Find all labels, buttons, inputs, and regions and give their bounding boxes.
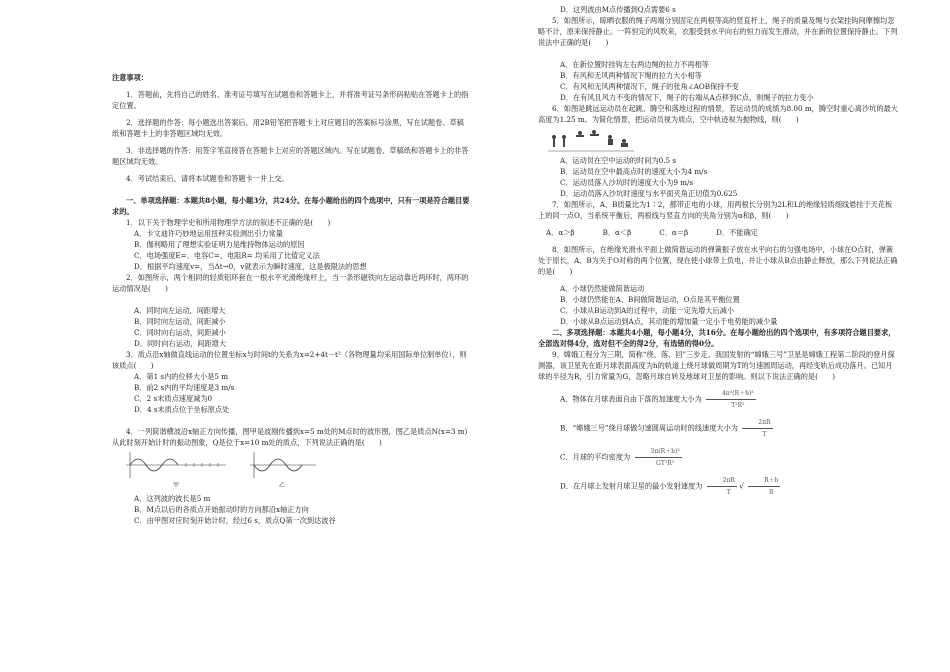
- q9-formula-d-denominator: T: [726, 489, 731, 496]
- q4-option-a: A．这列波的波长是5 m: [134, 494, 211, 503]
- q6-option-a: A．运动员在空中运动的时间为0.5 s: [560, 156, 677, 165]
- notice-title: 注意事项：: [112, 73, 148, 82]
- q7-option-d: D．不能确定: [716, 228, 758, 237]
- q4-figure-a-caption: 甲: [172, 482, 179, 489]
- section2-heading: 二、多项选择题：本题共4小题，每小题4分，共16分。在每小题给出的四个选项中，有多项符合题目要求，全部选对得4分，选对但不全的得2分，有选错的得0分。: [538, 328, 896, 348]
- q6-option-d: D．运动员落入沙坑时速度与水平面夹角正切值为0.625: [560, 189, 738, 198]
- q1-stem: 1．以下关于物理学史和所用物理学方法的叙述不正确的是( ): [126, 218, 331, 227]
- q9-formula-d-root-numerator: R＋h: [748, 475, 780, 487]
- q2-option-a: A．同时向左运动，间距增大: [134, 306, 226, 315]
- q9-formula-b: [742, 417, 772, 440]
- q4-figure-b: [246, 450, 318, 491]
- q7-options: [538, 227, 898, 238]
- q5-option-c: C．有风和无风两种情况下，绳子的张角∠AOB保持不变: [560, 82, 739, 91]
- q9-formula-d: [707, 475, 737, 498]
- q7-option-b: B．α＜β: [602, 228, 632, 237]
- q4-option-c: C．由甲图对应时刻开始计时，经过6 s，质点Q第一次到达波谷: [134, 516, 336, 525]
- q9-formula-c: [635, 446, 682, 469]
- section1-heading: 一、单项选择题：本题共8小题，每小题3分，共24分。在每小题给出的四个选项中，只有一项是符合题目要求的。: [112, 196, 470, 216]
- q4-stem: 4．一列简谐横波沿x轴正方向传播，图甲是波刚传播到x=5 m处的M点时的波形图，图乙是质点N(x=3 m)从此时刻开始计时的振动图象，Q是位于x=10 m处的质点，下列说法正确的是( ): [112, 427, 468, 447]
- long-jump-sequence-image: [548, 129, 634, 153]
- q1-option-d: D．根据平均速度v=，当Δt→0，v就表示为瞬时速度，这是极限法的思想: [134, 262, 367, 271]
- q3-option-b: B．前2 s内的平均速度是3 m/s: [134, 383, 235, 392]
- q9-formula-d-root: [748, 475, 780, 498]
- q2-option-b: B．同时向左运动，间距减小: [134, 317, 226, 326]
- q6-long-jump-figure: [538, 127, 898, 153]
- q9-formula-d-root-denominator: R: [769, 489, 774, 496]
- q8-option-a: A．小球仍然能做简谐运动: [560, 284, 645, 293]
- q9-option-b-text: B．“嫦娥三号”绕月球做匀速圆周运动时的线速度大小为: [560, 423, 738, 433]
- notice-item-4: 4．考试结束后，请将本试题卷和答题卡一并上交。: [126, 174, 289, 183]
- q4-figure-b-caption: 乙: [278, 482, 285, 489]
- q3-option-c: C．2 s末质点速度减为0: [134, 394, 213, 403]
- q9-formula-b-denominator: T: [762, 431, 767, 438]
- q9-formula-a: [706, 388, 756, 411]
- q9-option-c: [538, 446, 898, 469]
- q7-option-a: A．α＞β: [546, 228, 575, 237]
- q7-option-c: C．α＝β: [659, 228, 689, 237]
- q9-option-d-text: D．在月球上发射月球卫星的最小发射速度为: [560, 481, 703, 491]
- q5-option-d: D．在有风且风力不变的情况下，绳子的右端从A点移到C点，则绳子的拉力变小: [560, 93, 814, 102]
- q9-option-b: [538, 417, 898, 440]
- sqrt-icon: √: [739, 481, 744, 491]
- q9-stem: 9．嫦娥工程分为三期，简称“绕、落、回”三步走。我国发射的“嫦娥三号”卫星是嫦娥工程第二阶段的登月探测器，该卫星先在距月球表面高度为h的轨道上绕月球做周期为T的匀速圆周运动，再经变轨后成功落月。已知月球的半径为R，引力常量为G，忽略月球自转及地球对卫星的影响。则以下说法正确的是( ): [538, 350, 895, 381]
- q3-option-d: D．4 s末质点位于坐标原点处: [134, 405, 230, 414]
- q5-stem: 5．如图所示，晾晒衣服的绳子两端分别固定在两根等高的竖直杆上，绳子的质量及绳与衣架挂钩间摩擦均忽略不计，原来保持静止。一阵恒定的风吹来，衣服受到水平向右的恒力而发生滑动，并在新的位置保持静止。下列说法中正确的是( ): [538, 16, 898, 47]
- q9-option-d: [538, 475, 898, 498]
- q3-stem: 3．质点沿x轴做直线运动的位置坐标x与时间t的关系为x=2+4t－t²（各物理量均采用国际单位制单位），则该质点( ): [112, 350, 467, 370]
- vibration-graph-b: [246, 450, 318, 480]
- q9-formula-a-denominator: T²R²: [731, 402, 745, 409]
- q4-option-d: D．这列波由M点传播到Q点需要6 s: [560, 5, 676, 14]
- q9-formula-c-numerator: 3π(R＋h)³: [635, 446, 682, 458]
- q4-option-b: B．M点以后的各质点开始振动时的方向都沿x轴正方向: [134, 505, 309, 514]
- q5-option-a: A．在新位置时挂钩左右两边绳的拉力不再相等: [560, 60, 709, 69]
- q8-option-b: B．小球仍然能在A、B间做简谐运动，O点是其平衡位置: [560, 295, 740, 304]
- q8-stem: 8．如图所示，在绝缘光滑水平面上做简谐运动的弹簧振子放在水平向右的匀强电场中，小球在O点时，弹簧处于原长，A、B为关于O对称的两个位置，现在使小球带上负电，并让小球从B点由静止释放，那么下列说法正确的是( ): [538, 245, 898, 276]
- wave-graph-a: [122, 450, 230, 480]
- q7-stem: 7．如图所示，A、B质量比为1∶2，都带正电的小球，用两根长分别为2L和L的绝缘轻质细线悬挂于天花板上的同一点O，当系统平衡后，两根线与竖直方向的夹角分别为α和β，则( ): [538, 200, 893, 220]
- q6-option-b: B．运动员在空中最高点时的速度大小为4 m/s: [560, 167, 708, 176]
- q9-option-a-text: A．物体在月球表面自由下落的加速度大小为: [560, 394, 702, 404]
- q2-stem: 2．如图所示，两个相同的轻质铝环套在一根水平光滑绝缘杆上，当一条形磁铁向左运动靠近两环时，两环的运动情况是( ): [112, 273, 469, 293]
- q9-formula-d-numerator: 2πR: [707, 475, 737, 487]
- q3-option-a: A．第1 s内的位移大小是5 m: [134, 372, 229, 381]
- q2-option-d: D．同时向右运动，间距增大: [134, 339, 227, 348]
- notice-item-3: 3．非选择题的作答：用签字笔直接答在答题卡上对应的答题区域内。写在试题卷、草稿纸和答题卡上的非答题区域均无效。: [112, 146, 469, 166]
- q4-figure-a: [122, 450, 230, 491]
- q8-option-c: C．小球从B运动到A的过程中，动能一定先增大后减小: [560, 306, 735, 315]
- q9-formula-c-denominator: GT²R³: [656, 460, 675, 467]
- q9-option-c-text: C．月球的平均密度为: [560, 452, 631, 462]
- q1-option-b: B．伽利略用了理想实验证明力是维持物体运动的原因: [134, 240, 305, 249]
- q1-option-a: A．卡文迪许巧妙地运用扭秤实验测出引力常量: [134, 229, 283, 238]
- q9-formula-b-numerator: 2πR: [742, 417, 772, 429]
- notice-item-2: 2．选择题的作答：每小题选出答案后，用2B铅笔把答题卡上对应题目的答案标号涂黑，写在试题卷、草稿纸和答题卡上的非答题区域均无效。: [112, 118, 464, 138]
- q2-option-c: C．同时向右运动，间距减小: [134, 328, 226, 337]
- q5-option-b: B．有风和无风两种情况下绳的拉力大小相等: [560, 71, 702, 80]
- q6-option-c: C．运动员落入沙坑时的速度大小为9 m/s: [560, 178, 694, 187]
- left-column: [112, 72, 470, 526]
- q9-option-a: [538, 388, 898, 411]
- q8-option-d: D．小球从B点运动到A点，其动能的增加量一定小于电势能的减少量: [560, 317, 778, 326]
- right-column: [538, 4, 898, 498]
- q9-formula-a-numerator: 4π²(R＋h)³: [706, 388, 756, 400]
- q1-option-c: C．电场强度E=、电容C=、电阻R= 均采用了比值定义法: [134, 251, 320, 260]
- notice-item-1: 1．答题前，先将自己的姓名、准考证号填写在试题卷和答题卡上，并将准考证号条形码粘贴在答题卡上的指定位置。: [112, 90, 469, 110]
- q6-stem: 6．如图是跳远运动员在起跳、腾空和落地过程的情景，若运动员的成绩为8.00 m，腾空时重心离沙坑的最大高度为1.25 m。为简化情景，把运动员视为质点，空中轨迹视为抛物线，则( ): [538, 104, 898, 124]
- q4-figures: [112, 450, 470, 491]
